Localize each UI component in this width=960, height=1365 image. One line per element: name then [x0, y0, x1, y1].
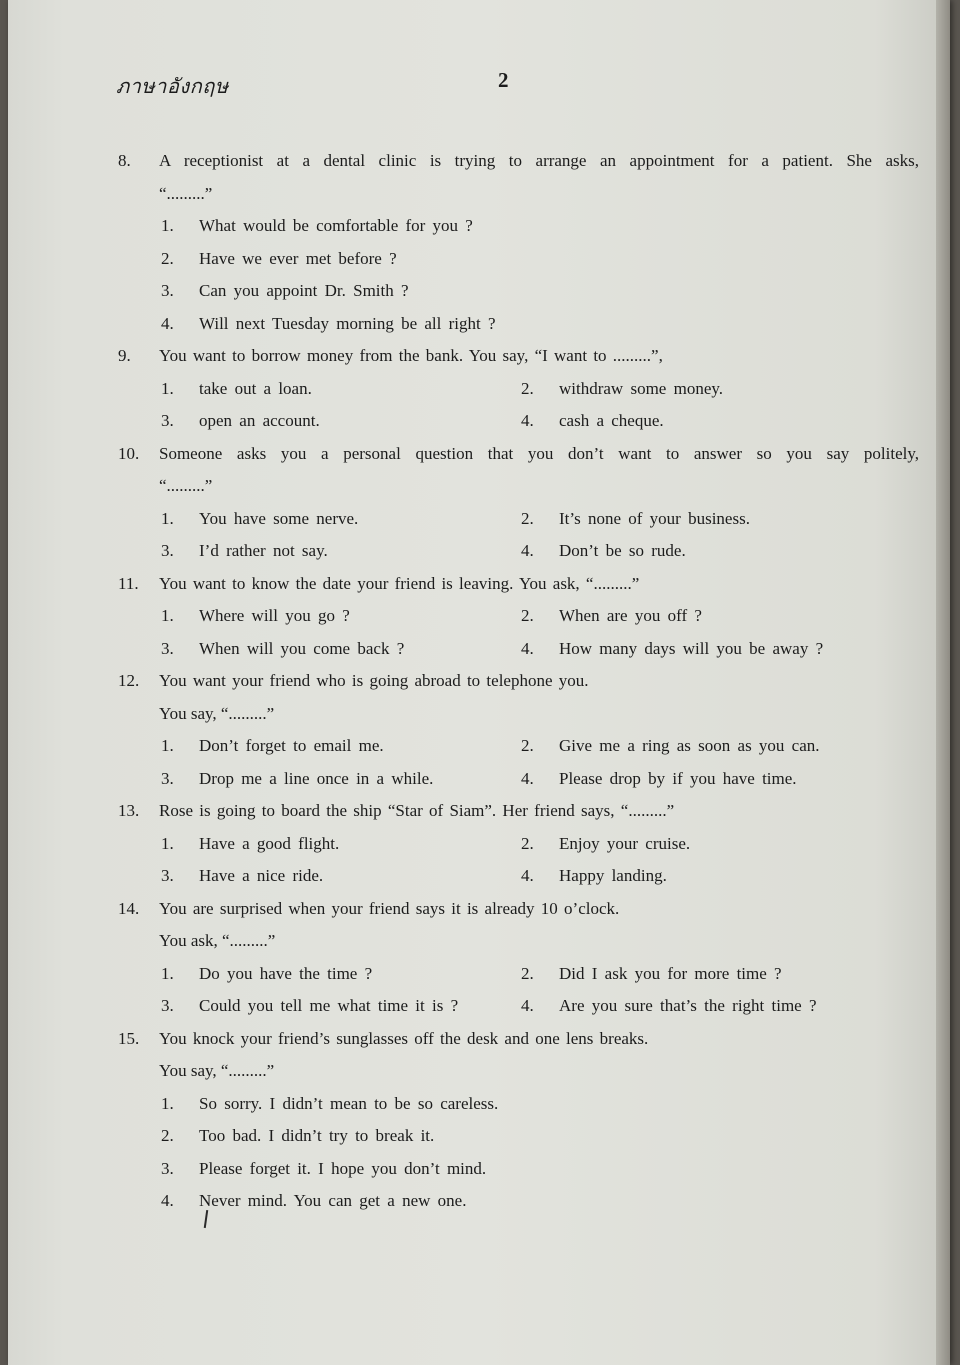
question-text: You want to borrow money from the bank. You say, “I want to .........”,	[159, 346, 663, 365]
option-number: 1.	[161, 606, 174, 625]
option-text: withdraw some money.	[559, 378, 724, 398]
option-text: Give me a ring as soon as you can.	[559, 736, 820, 755]
option-row	[8, 602, 950, 635]
question-number: 13.	[118, 801, 140, 820]
option-text: It’s none of your business.	[559, 508, 750, 528]
option-text: Could you tell me what time it is ?	[199, 996, 459, 1015]
option-number: 2.	[521, 736, 534, 755]
question-text: Rose is going to board the ship “Star of Siam”. Her friend says, “.........”	[159, 801, 675, 820]
question-text: A receptionist at a dental clinic is trying to arrange an appointment for a patient. She asks,	[159, 151, 919, 170]
option-row	[8, 862, 950, 895]
question-13-stem	[8, 797, 950, 830]
option-number: 2.	[161, 1126, 174, 1145]
option-text: Never mind. You can get a new one.	[199, 1191, 467, 1210]
option-number: 1.	[161, 1093, 174, 1113]
option-row	[8, 407, 950, 440]
option-text: Too bad. I didn’t try to break it.	[199, 1126, 435, 1145]
question-text: You are surprised when your friend says it is already 10 o’clock.	[159, 898, 620, 918]
option-row	[8, 635, 950, 668]
option-row	[8, 277, 950, 310]
option-row	[8, 830, 950, 863]
question-text: You knock your friend’s sunglasses off the desk and one lens breaks.	[159, 1028, 649, 1048]
option-number: 3.	[161, 996, 174, 1015]
question-continuation: You ask, “.........”	[159, 931, 276, 950]
option-row	[8, 212, 950, 245]
option-number: 2.	[521, 963, 534, 983]
option-number: 4.	[521, 866, 534, 885]
option-number: 3.	[161, 411, 174, 430]
option-number: 2.	[521, 508, 534, 528]
option-text: Drop me a line once in a while.	[199, 768, 434, 788]
question-14-stem	[8, 895, 950, 928]
option-text: What would be comfortable for you ?	[199, 216, 473, 235]
option-number: 3.	[161, 866, 174, 885]
question-11-stem	[8, 570, 950, 603]
question-15-stem	[8, 1025, 950, 1058]
option-text: Are you sure that’s the right time ?	[559, 996, 817, 1015]
option-number: 3.	[161, 1158, 174, 1178]
option-row	[8, 1122, 950, 1155]
option-number: 4.	[521, 541, 534, 560]
option-text: Don’t forget to email me.	[199, 736, 384, 755]
question-number: 15.	[118, 1028, 140, 1048]
option-text: Have we ever met before ?	[199, 248, 397, 268]
option-text: take out a loan.	[199, 378, 312, 398]
option-number: 4.	[521, 411, 534, 430]
option-text: Where will you go ?	[199, 606, 350, 625]
option-row	[8, 992, 950, 1025]
option-number: 2.	[521, 606, 534, 625]
option-text: Will next Tuesday morning be all right ?	[199, 313, 496, 333]
question-continuation: “.........”	[159, 476, 213, 495]
question-number: 10.	[118, 443, 140, 463]
option-row	[8, 310, 950, 343]
option-number: 4.	[521, 638, 534, 658]
option-number: 4.	[161, 1191, 174, 1210]
option-number: 2.	[521, 378, 534, 398]
option-number: 1.	[161, 216, 174, 235]
option-number: 4.	[521, 768, 534, 788]
option-text: How many days will you be away ?	[559, 638, 824, 658]
option-text: You have some nerve.	[199, 508, 359, 528]
question-continuation: You say, “.........”	[159, 703, 275, 723]
option-text: Have a good flight.	[199, 833, 340, 853]
question-number: 11.	[118, 573, 139, 593]
option-number: 2.	[521, 833, 534, 853]
question-12-continuation	[8, 700, 950, 733]
option-row	[8, 960, 950, 993]
option-text: Did I ask you for more time ?	[559, 963, 782, 983]
header-title: ภาษาอังกฤษ	[116, 74, 229, 98]
option-row	[8, 765, 950, 798]
option-row	[8, 537, 950, 570]
option-text: open an account.	[199, 411, 320, 430]
option-number: 3.	[161, 541, 174, 560]
option-number: 4.	[521, 996, 534, 1015]
option-number: 3.	[161, 638, 174, 658]
question-number: 12.	[118, 671, 140, 690]
option-number: 3.	[161, 281, 174, 300]
option-text: Please drop by if you have time.	[559, 768, 797, 788]
option-number: 4.	[161, 313, 174, 333]
option-row	[8, 1090, 950, 1123]
option-text: So sorry. I didn’t mean to be so careless.	[199, 1093, 499, 1113]
option-number: 1.	[161, 736, 174, 755]
option-row	[8, 245, 950, 278]
question-10-continuation	[8, 472, 950, 505]
option-text: Do you have the time ?	[199, 963, 373, 983]
page-number: 2	[498, 68, 509, 92]
option-text: Please forget it. I hope you don’t mind.	[199, 1158, 487, 1178]
question-number: 8.	[118, 151, 131, 170]
question-number: 9.	[118, 346, 131, 365]
question-text: You want your friend who is going abroad to telephone you.	[159, 671, 589, 690]
option-row	[8, 1155, 950, 1188]
question-8-stem	[8, 147, 950, 180]
question-continuation: You say, “.........”	[159, 1061, 275, 1080]
option-text: Have a nice ride.	[199, 866, 324, 885]
option-text: Can you appoint Dr. Smith ?	[199, 281, 409, 300]
option-text: Happy landing.	[559, 866, 667, 885]
page-header	[8, 68, 950, 98]
option-text: Don’t be so rude.	[559, 541, 686, 560]
option-text: When are you off ?	[559, 606, 702, 625]
question-text: You want to know the date your friend is leaving. You ask, “.........”	[159, 573, 640, 593]
option-row	[8, 1187, 950, 1220]
option-number: 1.	[161, 378, 174, 398]
option-row	[8, 505, 950, 538]
question-9-stem	[8, 342, 950, 375]
option-text: When will you come back ?	[199, 638, 405, 658]
question-continuation: “.........”	[159, 183, 213, 203]
question-10-stem	[8, 440, 950, 473]
option-number: 3.	[161, 768, 174, 788]
question-15-continuation	[8, 1057, 950, 1090]
question-14-continuation	[8, 927, 950, 960]
option-text: I’d rather not say.	[199, 541, 328, 560]
option-text: cash a cheque.	[559, 411, 664, 430]
option-row	[8, 732, 950, 765]
option-number: 2.	[161, 248, 174, 268]
option-number: 1.	[161, 833, 174, 853]
book-page	[8, 0, 950, 1365]
option-text: Enjoy your cruise.	[559, 833, 691, 853]
question-number: 14.	[118, 898, 140, 918]
option-number: 1.	[161, 508, 174, 528]
option-row	[8, 375, 950, 408]
question-text: Someone asks you a personal question that you don’t want to answer so you say politely,	[159, 443, 919, 463]
question-8-continuation	[8, 180, 950, 213]
question-12-stem	[8, 667, 950, 700]
question-list	[8, 147, 950, 1220]
option-number: 1.	[161, 963, 174, 983]
